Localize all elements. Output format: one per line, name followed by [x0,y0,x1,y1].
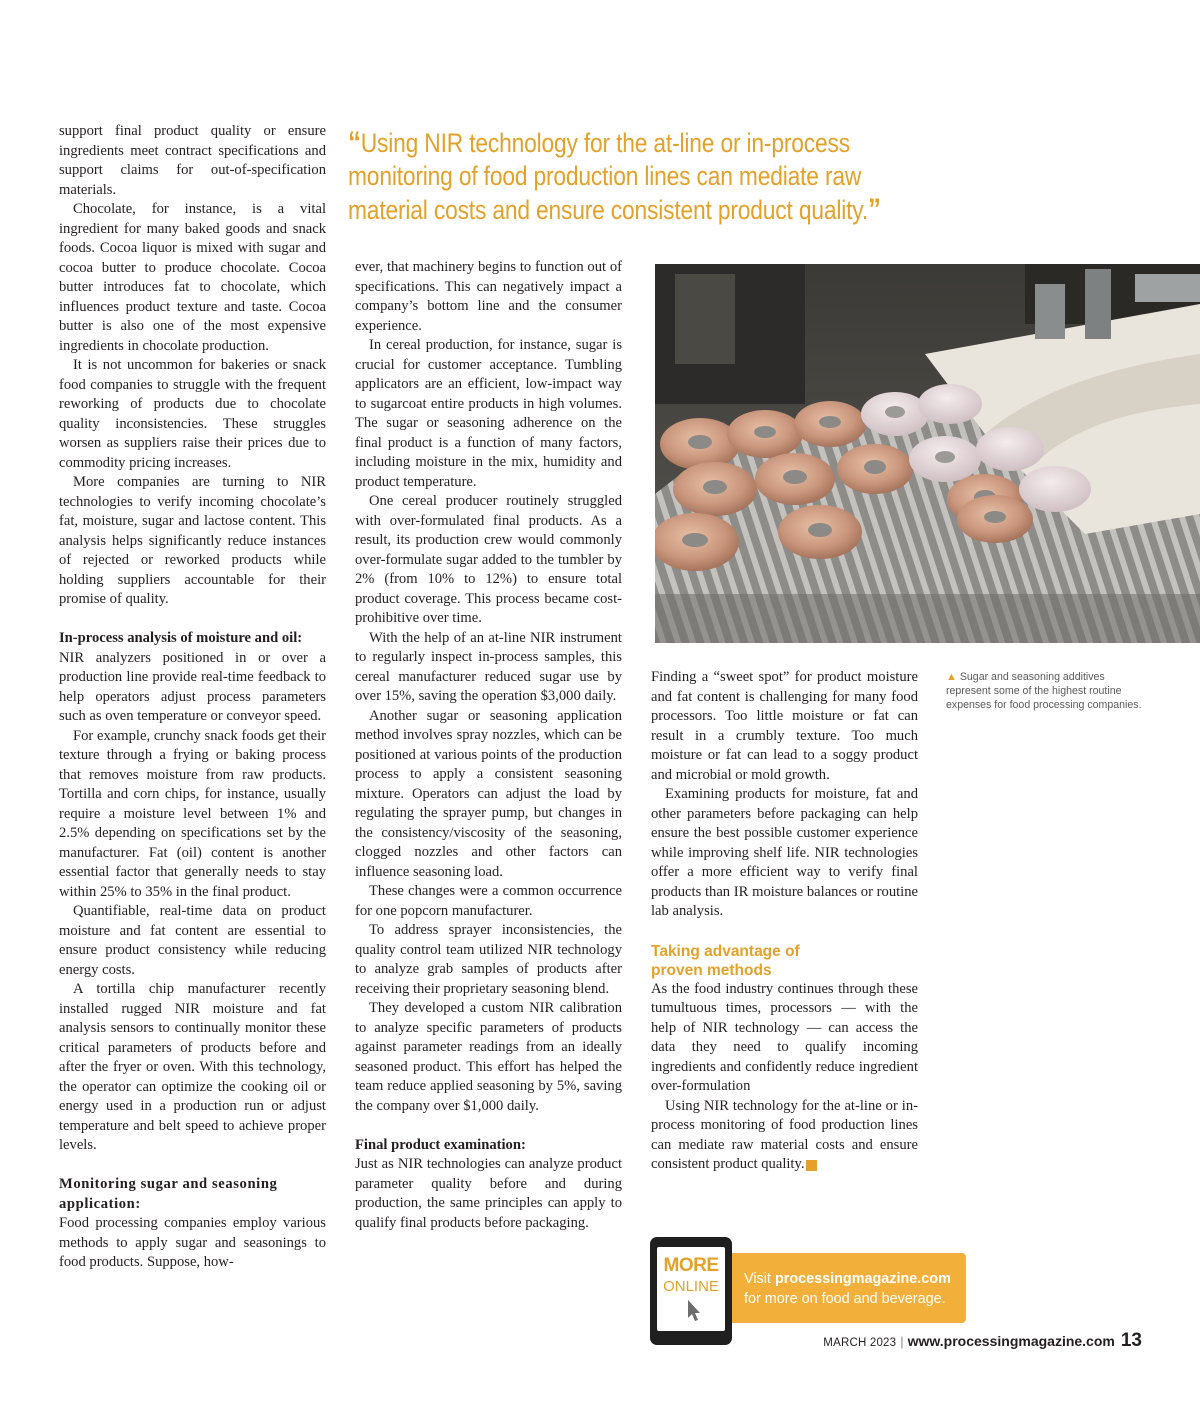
paragraph: support final product quality or ensure ingredients meet contract specifications and support claims for out-of-specification materials. [59,123,326,198]
promo-visit: Visit [744,1271,771,1287]
promo-site-link[interactable]: processingmagazine.com [774,1271,951,1287]
paragraph: More companies are turning to NIR technologies to verify incoming chocolate’s fat, moisture, sugar and lactose content. This analysis helps significantly reduce instances of rejected or reworked products while holding suppliers accountable for their promise of quality. [59,474,326,607]
paragraph: As the food industry continues through these tumultuous times, processors — with the help of NIR technology — can access the data they need to qualify incoming ingredients and confidently reduce ingredient over-formulation [651,980,918,1094]
footer-website-link[interactable]: www.processingmagazine.com [907,1333,1115,1349]
more-label: MORE [663,1255,719,1276]
online-label: ONLINE [663,1278,719,1295]
more-online-text[interactable] [744,1269,964,1309]
section-heading-line: proven methods [651,961,772,979]
paragraph: Food processing companies employ various methods to apply sugar and seasonings to food products. Suppose, how- [59,1215,326,1270]
open-quote-mark: “ [348,126,361,159]
paragraph: Chocolate, for instance, is a vital ingredient for many baked goods and snack foods. Cocoa liquor is mixed with sugar and cocoa butter to produce chocolate. Cocoa butter introduces fat to chocolate, which influences product texture and taste. Cocoa butter is also one of the most expensive ingredients in chocolate production. [59,201,326,354]
paragraph: With the help of an at-line NIR instrument to regularly inspect in-process samples, this cereal manufacturer reduced sugar use by over 15%, saving the operation $3,000 daily. [355,629,622,704]
paragraph: Another sugar or seasoning application method involves spray nozzles, which can be positioned at various points of the production process to apply a consistent seasoning mixture. Operators can adjust the load by regulating the sprayer pump, but changes in the consistency/viscosity of the seasoning, clogged nozzles and other factors can influence seasoning load. [355,707,622,880]
section-heading: Monitoring sugar and seasoning application: [59,1176,278,1212]
section-heading: Final product examination: [355,1136,526,1153]
caption-marker-icon: ▲ [946,671,957,683]
paragraph: ever, that machinery begins to function out of specifications. This can negatively impact a company’s bottom line and the consumer experience. [355,259,622,334]
paragraph: For example, crunchy snack foods get their texture through a frying or baking process that removes moisture from raw products. Tortilla and corn chips, for instance, usually require a moisture level between 1% and 2.5% depending on specifications set by the manufacturer. Fat (oil) content is another essential factor that generally needs to stay within 25% to 35% in the final product. [59,727,326,900]
paragraph: They developed a custom NIR calibration to analyze specific parameters of products against parameter readings from an ideally seasoned product. This effort has helped the team reduce applied seasoning by 5%, saving the company over $1,000 daily. [355,1000,622,1114]
section-heading [651,942,918,980]
pull-quote-text: Using NIR technology for the at-line or in-process monitoring of food production lines can mediate raw material costs and ensure consistent product quality. [348,128,868,225]
section-heading: In-process analysis of moisture and oil: [59,630,303,646]
caption-text: Sugar and seasoning additives represent some of the highest routine expenses for food processing companies. [946,671,1142,711]
pull-quote [348,126,898,227]
donut [660,418,740,470]
article-column-2 [355,258,622,1233]
paragraph: A tortilla chip manufacturer recently installed rugged NIR moisture and fat analysis sensors to continually monitor these critical parameters of products before and after the fryer or oven. With this technology, the operator can optimize the cooking oil or energy used in a production run or adjust temperature and belt speed to achieve proper levels. [59,981,326,1153]
paragraph [651,1097,918,1175]
cursor-icon [684,1298,704,1324]
paragraph: Just as NIR technologies can analyze product parameter quality before and during production, the same principles can apply to qualify final products before packaging. [355,1156,622,1231]
paragraph: These changes were a common occurrence for one popcorn manufacturer. [355,883,622,919]
paragraph: In cereal production, for instance, sugar is crucial for customer acceptance. Tumbling applicators are an efficient, low-impact way to sugarcoat entire products in high volumes. The sugar or seasoning adherence on the final product is a function of many factors, including moisture in the mix, humidity and product temperature. [355,337,622,490]
paragraph: One cereal producer routinely struggled with over-formulated final products. As a result, its production crew would commonly over-formulate sugar added to the tumbler by 2% (from 10% to 12%) to ensure total product coverage. This process became cost-prohibitive over time. [355,493,622,626]
paragraph: To address sprayer inconsistencies, the quality control team utilized NIR technology to analyze grab samples of products after receiving their proprietary seasoning blend. [355,922,622,997]
closing-paragraph-text: Using NIR technology for the at-line or in-process monitoring of food production lines can mediate raw material costs and ensure consistent product quality. [651,1097,918,1172]
section-heading-line: Taking advantage of [651,942,800,960]
photo-caption [946,670,1151,712]
page-number: 13 [1120,1330,1142,1351]
donut-conveyor-illustration [655,264,1200,643]
promo-tail: for more on food and beverage. [744,1291,946,1307]
footer-separator: | [900,1334,904,1349]
paragraph: Finding a “sweet spot” for product moisture and fat content is challenging for many food processors. Too little moisture or fat can result in a crumbly texture. Too much moisture or fat can lead to a soggy product and microbial or mold growth. [651,669,918,783]
issue-date: MARCH 2023 [823,1337,897,1349]
paragraph: NIR analyzers positioned in or over a production line provide real-time feedback to help operators adjust process parameters such as oven temperature or conveyor speed. [59,649,326,724]
article-column-1 [59,122,326,1273]
page-footer [823,1330,1142,1352]
paragraph: It is not uncommon for bakeries or snack food companies to struggle with the frequent reworking of products due to chocolate quality inconsistencies. These struggles worsen as suppliers raise their prices due to commodity pricing increases. [59,357,326,471]
paragraph: Quantifiable, real-time data on product moisture and fat content are essential to ensure product consistency while reducing energy costs. [59,903,326,978]
donut-production-photo [655,264,1200,643]
close-quote-mark: ” [867,193,881,226]
article-column-3 [651,668,918,1175]
end-of-article-icon: PM [806,1160,817,1171]
paragraph: Examining products for moisture, fat and other parameters before packaging can help ensure the best possible customer experience while improving shelf life. NIR technologies offer a more efficient way to verify final products than IR moisture balances or routine lab analysis. [651,786,918,919]
